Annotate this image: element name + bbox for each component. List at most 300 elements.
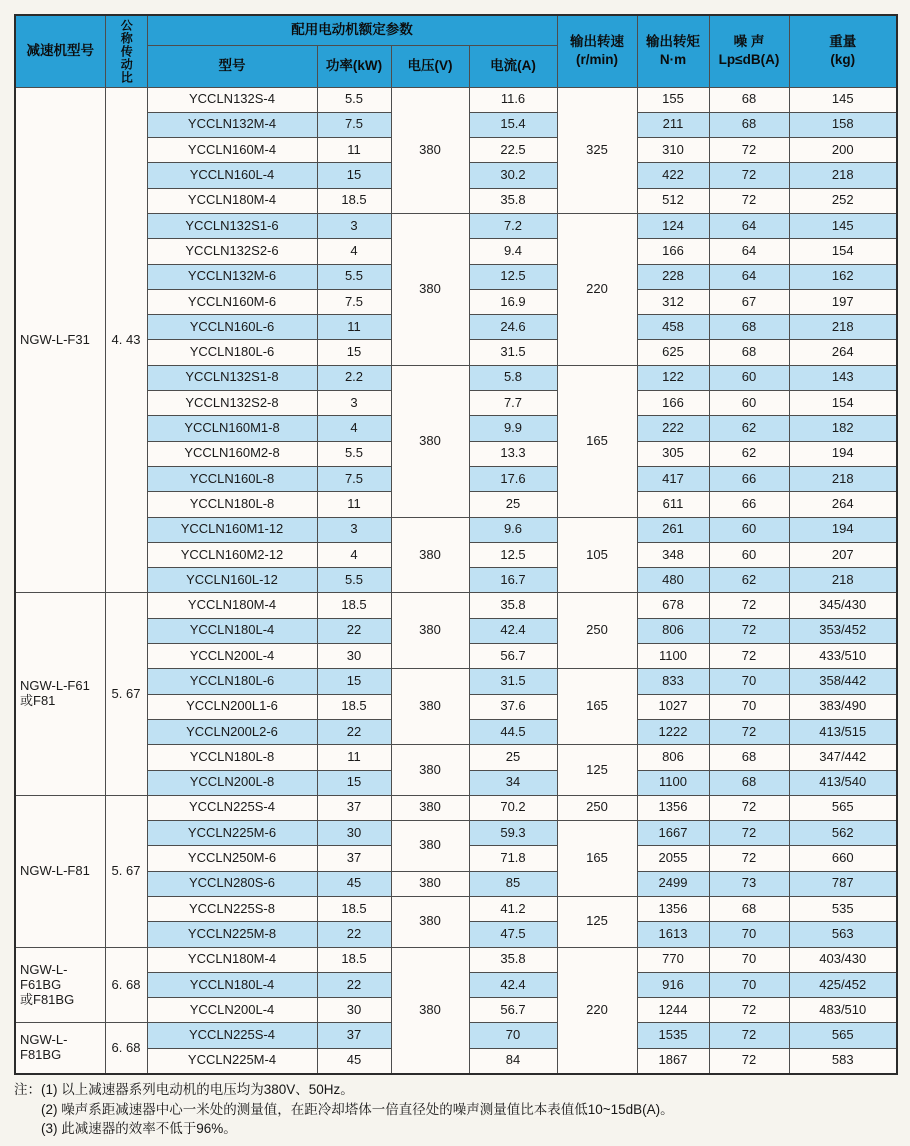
- cell-weight: 145: [789, 213, 897, 238]
- cell-power: 22: [317, 719, 391, 744]
- cell-weight: 182: [789, 416, 897, 441]
- cell-motor-type: YCCLN160L-6: [147, 315, 317, 340]
- cell-motor-type: YCCLN200L2-6: [147, 719, 317, 744]
- cell-motor-type: YCCLN280S-6: [147, 871, 317, 896]
- cell-noise: 72: [709, 644, 789, 669]
- cell-current: 70: [469, 1023, 557, 1048]
- cell-weight: 218: [789, 466, 897, 491]
- cell-current: 35.8: [469, 947, 557, 972]
- header-output-torque-line1: 输出转矩: [646, 34, 700, 50]
- cell-power: 3: [317, 391, 391, 416]
- cell-torque: 2055: [637, 846, 709, 871]
- note-line-2: (2) 噪声系距减速器中心一米处的测量值，在距冷却塔体一倍直径处的噪声测量值比本表值低10~15dB(A)。: [41, 1101, 674, 1117]
- cell-current: 25: [469, 745, 557, 770]
- header-ratio: [105, 15, 147, 87]
- cell-power: 22: [317, 922, 391, 947]
- cell-speed: 220: [557, 947, 637, 1073]
- cell-motor-type: YCCLN160M-6: [147, 289, 317, 314]
- cell-noise: 68: [709, 745, 789, 770]
- cell-weight: 425/452: [789, 972, 897, 997]
- cell-torque: 1244: [637, 998, 709, 1023]
- table-row: [15, 593, 897, 618]
- cell-noise: 62: [709, 441, 789, 466]
- cell-torque: 1535: [637, 1023, 709, 1048]
- cell-motor-type: YCCLN200L-8: [147, 770, 317, 795]
- cell-current: 12.5: [469, 264, 557, 289]
- cell-noise: 62: [709, 416, 789, 441]
- table-row: [15, 87, 897, 112]
- cell-power: 18.5: [317, 593, 391, 618]
- cell-power: 3: [317, 213, 391, 238]
- cell-torque: 166: [637, 391, 709, 416]
- cell-power: 45: [317, 871, 391, 896]
- cell-noise: 70: [709, 669, 789, 694]
- cell-current: 35.8: [469, 188, 557, 213]
- cell-torque: 2499: [637, 871, 709, 896]
- table-row: [15, 821, 897, 846]
- cell-noise: 72: [709, 795, 789, 820]
- cell-torque: 458: [637, 315, 709, 340]
- header-output-speed: [557, 15, 637, 87]
- cell-power: 37: [317, 1023, 391, 1048]
- cell-weight: 345/430: [789, 593, 897, 618]
- cell-motor-type: YCCLN160M-4: [147, 138, 317, 163]
- cell-weight: 433/510: [789, 644, 897, 669]
- cell-torque: 1867: [637, 1048, 709, 1073]
- cell-torque: 228: [637, 264, 709, 289]
- cell-voltage: 380: [391, 517, 469, 593]
- cell-noise: 70: [709, 922, 789, 947]
- cell-noise: 60: [709, 542, 789, 567]
- cell-power: 18.5: [317, 947, 391, 972]
- header-ratio-text: 公称传动比: [119, 18, 134, 84]
- cell-torque: 261: [637, 517, 709, 542]
- cell-noise: 72: [709, 618, 789, 643]
- cell-power: 15: [317, 770, 391, 795]
- cell-current: 30.2: [469, 163, 557, 188]
- cell-torque: 1222: [637, 719, 709, 744]
- cell-motor-type: YCCLN200L-4: [147, 644, 317, 669]
- header-voltage: 电压(V): [391, 45, 469, 87]
- table-row: [15, 947, 897, 972]
- header-noise-line2: Lp≤dB(A): [718, 52, 780, 68]
- cell-current: 31.5: [469, 669, 557, 694]
- table-row: [15, 795, 897, 820]
- cell-ratio: 6. 68: [105, 947, 147, 1023]
- cell-weight: 154: [789, 239, 897, 264]
- cell-motor-type: YCCLN180M-4: [147, 947, 317, 972]
- cell-power: 15: [317, 669, 391, 694]
- cell-speed: 125: [557, 745, 637, 796]
- cell-motor-type: YCCLN160L-4: [147, 163, 317, 188]
- cell-motor-type: YCCLN225S-4: [147, 1023, 317, 1048]
- header-motor-group: 配用电动机额定参数: [147, 15, 557, 45]
- cell-motor-type: YCCLN132M-4: [147, 112, 317, 137]
- cell-noise: 66: [709, 466, 789, 491]
- cell-power: 7.5: [317, 466, 391, 491]
- cell-motor-type: YCCLN160M2-8: [147, 441, 317, 466]
- cell-motor-type: YCCLN132S-4: [147, 87, 317, 112]
- cell-weight: 218: [789, 315, 897, 340]
- cell-ratio: 4. 43: [105, 87, 147, 593]
- cell-noise: 72: [709, 846, 789, 871]
- cell-noise: 60: [709, 391, 789, 416]
- cell-power: 45: [317, 1048, 391, 1073]
- cell-power: 3: [317, 517, 391, 542]
- cell-noise: 64: [709, 239, 789, 264]
- cell-ratio: 5. 67: [105, 795, 147, 947]
- cell-current: 34: [469, 770, 557, 795]
- cell-motor-type: YCCLN180M-4: [147, 188, 317, 213]
- cell-current: 42.4: [469, 972, 557, 997]
- table-row: [15, 745, 897, 770]
- cell-current: 11.6: [469, 87, 557, 112]
- cell-noise: 64: [709, 213, 789, 238]
- cell-current: 22.5: [469, 138, 557, 163]
- cell-ratio: 5. 67: [105, 593, 147, 795]
- cell-torque: 916: [637, 972, 709, 997]
- cell-voltage: 380: [391, 87, 469, 213]
- cell-motor-type: YCCLN180L-6: [147, 669, 317, 694]
- cell-motor-type: YCCLN200L-4: [147, 998, 317, 1023]
- header-motor-type: 型号: [147, 45, 317, 87]
- cell-torque: 611: [637, 492, 709, 517]
- reducer-motor-spec-table: [14, 14, 898, 1075]
- header-reducer-model: 减速机型号: [15, 15, 105, 87]
- cell-motor-type: YCCLN160M1-12: [147, 517, 317, 542]
- cell-current: 5.8: [469, 365, 557, 390]
- cell-weight: 194: [789, 441, 897, 466]
- cell-weight: 145: [789, 87, 897, 112]
- header-output-torque: [637, 15, 709, 87]
- cell-weight: 383/490: [789, 694, 897, 719]
- cell-motor-type: YCCLN225S-8: [147, 897, 317, 922]
- table-header: [15, 15, 897, 87]
- cell-weight: 413/515: [789, 719, 897, 744]
- cell-current: 31.5: [469, 340, 557, 365]
- cell-weight: 565: [789, 1023, 897, 1048]
- cell-torque: 833: [637, 669, 709, 694]
- header-output-speed-line1: 输出转速: [570, 34, 624, 50]
- cell-voltage: 380: [391, 745, 469, 796]
- cell-reducer-model: NGW-L-F81: [15, 795, 105, 947]
- cell-current: 44.5: [469, 719, 557, 744]
- cell-weight: 158: [789, 112, 897, 137]
- cell-motor-type: YCCLN180M-4: [147, 593, 317, 618]
- cell-power: 4: [317, 416, 391, 441]
- cell-current: 84: [469, 1048, 557, 1073]
- cell-voltage: 380: [391, 213, 469, 365]
- cell-power: 30: [317, 821, 391, 846]
- cell-current: 41.2: [469, 897, 557, 922]
- cell-speed: 165: [557, 365, 637, 517]
- cell-current: 56.7: [469, 644, 557, 669]
- cell-speed: 250: [557, 795, 637, 820]
- cell-current: 7.2: [469, 213, 557, 238]
- cell-noise: 72: [709, 138, 789, 163]
- cell-speed: 105: [557, 517, 637, 593]
- cell-torque: 1356: [637, 897, 709, 922]
- cell-current: 85: [469, 871, 557, 896]
- cell-motor-type: YCCLN225M-8: [147, 922, 317, 947]
- cell-current: 42.4: [469, 618, 557, 643]
- cell-weight: 218: [789, 568, 897, 593]
- notes: [14, 1080, 904, 1139]
- cell-motor-type: YCCLN225S-4: [147, 795, 317, 820]
- cell-power: 11: [317, 138, 391, 163]
- cell-noise: 70: [709, 694, 789, 719]
- note-line-3: (3) 此减速器的效率不低于96%。: [41, 1121, 237, 1137]
- cell-power: 11: [317, 492, 391, 517]
- header-weight: [789, 15, 897, 87]
- cell-power: 18.5: [317, 188, 391, 213]
- cell-weight: 403/430: [789, 947, 897, 972]
- cell-weight: 347/442: [789, 745, 897, 770]
- cell-torque: 625: [637, 340, 709, 365]
- cell-noise: 66: [709, 492, 789, 517]
- cell-power: 22: [317, 972, 391, 997]
- cell-reducer-model: NGW-L-F61BG 或F81BG: [15, 947, 105, 1023]
- cell-torque: 1027: [637, 694, 709, 719]
- cell-torque: 310: [637, 138, 709, 163]
- table-row: [15, 365, 897, 390]
- cell-power: 7.5: [317, 289, 391, 314]
- cell-power: 11: [317, 315, 391, 340]
- cell-power: 5.5: [317, 87, 391, 112]
- cell-torque: 806: [637, 618, 709, 643]
- cell-noise: 62: [709, 568, 789, 593]
- cell-weight: 353/452: [789, 618, 897, 643]
- cell-noise: 60: [709, 365, 789, 390]
- cell-torque: 312: [637, 289, 709, 314]
- cell-voltage: 380: [391, 897, 469, 948]
- cell-power: 4: [317, 542, 391, 567]
- table-row: [15, 213, 897, 238]
- cell-weight: 358/442: [789, 669, 897, 694]
- cell-noise: 68: [709, 340, 789, 365]
- cell-power: 5.5: [317, 264, 391, 289]
- cell-weight: 154: [789, 391, 897, 416]
- note-line-1: (1) 以上减速器系列电动机的电压均为380V、50Hz。: [41, 1082, 354, 1097]
- cell-weight: 264: [789, 492, 897, 517]
- table-row: [15, 897, 897, 922]
- cell-torque: 124: [637, 213, 709, 238]
- cell-weight: 197: [789, 289, 897, 314]
- cell-weight: 563: [789, 922, 897, 947]
- cell-reducer-model: NGW-L-F61 或F81: [15, 593, 105, 795]
- cell-power: 5.5: [317, 441, 391, 466]
- cell-current: 9.6: [469, 517, 557, 542]
- cell-current: 13.3: [469, 441, 557, 466]
- cell-current: 9.9: [469, 416, 557, 441]
- cell-weight: 194: [789, 517, 897, 542]
- cell-noise: 72: [709, 998, 789, 1023]
- cell-voltage: 380: [391, 795, 469, 820]
- cell-weight: 583: [789, 1048, 897, 1073]
- cell-weight: 562: [789, 821, 897, 846]
- cell-weight: 413/540: [789, 770, 897, 795]
- cell-noise: 60: [709, 517, 789, 542]
- header-weight-line2: (kg): [830, 52, 856, 68]
- cell-power: 15: [317, 340, 391, 365]
- cell-torque: 305: [637, 441, 709, 466]
- cell-current: 9.4: [469, 239, 557, 264]
- cell-ratio: 6. 68: [105, 1023, 147, 1074]
- cell-voltage: 380: [391, 593, 469, 669]
- cell-torque: 211: [637, 112, 709, 137]
- cell-weight: 565: [789, 795, 897, 820]
- cell-torque: 1100: [637, 644, 709, 669]
- table-row: [15, 871, 897, 896]
- cell-noise: 72: [709, 163, 789, 188]
- cell-weight: 787: [789, 871, 897, 896]
- cell-motor-type: YCCLN132S1-6: [147, 213, 317, 238]
- cell-motor-type: YCCLN160L-12: [147, 568, 317, 593]
- cell-current: 70.2: [469, 795, 557, 820]
- cell-noise: 67: [709, 289, 789, 314]
- cell-reducer-model: NGW-L-F31: [15, 87, 105, 593]
- cell-motor-type: YCCLN132S1-8: [147, 365, 317, 390]
- cell-weight: 207: [789, 542, 897, 567]
- header-output-torque-line2: N·m: [659, 52, 687, 68]
- cell-torque: 1667: [637, 821, 709, 846]
- header-power: 功率(kW): [317, 45, 391, 87]
- cell-torque: 122: [637, 365, 709, 390]
- cell-torque: 166: [637, 239, 709, 264]
- header-noise: [709, 15, 789, 87]
- cell-torque: 1356: [637, 795, 709, 820]
- cell-voltage: 380: [391, 947, 469, 1073]
- cell-power: 5.5: [317, 568, 391, 593]
- cell-speed: 165: [557, 669, 637, 745]
- cell-torque: 806: [637, 745, 709, 770]
- cell-weight: 660: [789, 846, 897, 871]
- cell-motor-type: YCCLN160L-8: [147, 466, 317, 491]
- cell-motor-type: YCCLN160M2-12: [147, 542, 317, 567]
- header-output-speed-line2: (r/min): [576, 52, 618, 68]
- cell-reducer-model: NGW-L-F81BG: [15, 1023, 105, 1074]
- cell-motor-type: YCCLN250M-6: [147, 846, 317, 871]
- cell-motor-type: YCCLN160M1-8: [147, 416, 317, 441]
- cell-motor-type: YCCLN132M-6: [147, 264, 317, 289]
- cell-noise: 72: [709, 821, 789, 846]
- cell-noise: 72: [709, 1023, 789, 1048]
- cell-current: 15.4: [469, 112, 557, 137]
- cell-weight: 143: [789, 365, 897, 390]
- cell-weight: 483/510: [789, 998, 897, 1023]
- cell-voltage: 380: [391, 871, 469, 896]
- cell-torque: 1613: [637, 922, 709, 947]
- notes-prefix: 注：: [14, 1082, 41, 1097]
- cell-weight: 218: [789, 163, 897, 188]
- table-body: [15, 87, 897, 1074]
- cell-current: 56.7: [469, 998, 557, 1023]
- cell-power: 11: [317, 745, 391, 770]
- cell-torque: 155: [637, 87, 709, 112]
- cell-weight: 535: [789, 897, 897, 922]
- cell-current: 25: [469, 492, 557, 517]
- cell-power: 30: [317, 998, 391, 1023]
- cell-weight: 252: [789, 188, 897, 213]
- cell-power: 7.5: [317, 112, 391, 137]
- notes-lines: [41, 1080, 904, 1139]
- header-noise-line1: 噪 声: [733, 34, 765, 50]
- cell-speed: 165: [557, 821, 637, 897]
- cell-torque: 770: [637, 947, 709, 972]
- header-current: 电流(A): [469, 45, 557, 87]
- cell-voltage: 380: [391, 821, 469, 872]
- cell-weight: 200: [789, 138, 897, 163]
- cell-speed: 220: [557, 213, 637, 365]
- cell-noise: 72: [709, 1048, 789, 1073]
- cell-current: 47.5: [469, 922, 557, 947]
- cell-noise: 72: [709, 188, 789, 213]
- cell-weight: 264: [789, 340, 897, 365]
- cell-weight: 162: [789, 264, 897, 289]
- cell-power: 18.5: [317, 897, 391, 922]
- cell-noise: 68: [709, 897, 789, 922]
- cell-speed: 250: [557, 593, 637, 669]
- cell-motor-type: YCCLN180L-6: [147, 340, 317, 365]
- cell-motor-type: YCCLN180L-8: [147, 492, 317, 517]
- cell-noise: 72: [709, 593, 789, 618]
- cell-current: 7.7: [469, 391, 557, 416]
- cell-current: 12.5: [469, 542, 557, 567]
- cell-power: 4: [317, 239, 391, 264]
- cell-noise: 70: [709, 972, 789, 997]
- cell-power: 37: [317, 795, 391, 820]
- cell-torque: 222: [637, 416, 709, 441]
- cell-power: 37: [317, 846, 391, 871]
- cell-torque: 348: [637, 542, 709, 567]
- header-weight-line1: 重量: [829, 34, 857, 50]
- cell-motor-type: YCCLN180L-4: [147, 972, 317, 997]
- cell-motor-type: YCCLN180L-8: [147, 745, 317, 770]
- cell-current: 71.8: [469, 846, 557, 871]
- table-row: [15, 669, 897, 694]
- cell-motor-type: YCCLN225M-4: [147, 1048, 317, 1073]
- cell-torque: 512: [637, 188, 709, 213]
- cell-noise: 72: [709, 719, 789, 744]
- cell-noise: 64: [709, 264, 789, 289]
- cell-noise: 68: [709, 87, 789, 112]
- cell-power: 18.5: [317, 694, 391, 719]
- cell-torque: 422: [637, 163, 709, 188]
- cell-power: 2.2: [317, 365, 391, 390]
- cell-torque: 678: [637, 593, 709, 618]
- cell-current: 16.9: [469, 289, 557, 314]
- cell-motor-type: YCCLN132S2-6: [147, 239, 317, 264]
- cell-motor-type: YCCLN225M-6: [147, 821, 317, 846]
- cell-noise: 68: [709, 315, 789, 340]
- cell-speed: 125: [557, 897, 637, 948]
- cell-noise: 70: [709, 947, 789, 972]
- cell-current: 59.3: [469, 821, 557, 846]
- cell-torque: 1100: [637, 770, 709, 795]
- cell-current: 16.7: [469, 568, 557, 593]
- cell-voltage: 380: [391, 669, 469, 745]
- cell-noise: 68: [709, 112, 789, 137]
- cell-power: 30: [317, 644, 391, 669]
- cell-current: 24.6: [469, 315, 557, 340]
- cell-torque: 417: [637, 466, 709, 491]
- cell-power: 15: [317, 163, 391, 188]
- table-row: [15, 517, 897, 542]
- cell-current: 37.6: [469, 694, 557, 719]
- cell-current: 17.6: [469, 466, 557, 491]
- cell-torque: 480: [637, 568, 709, 593]
- cell-power: 22: [317, 618, 391, 643]
